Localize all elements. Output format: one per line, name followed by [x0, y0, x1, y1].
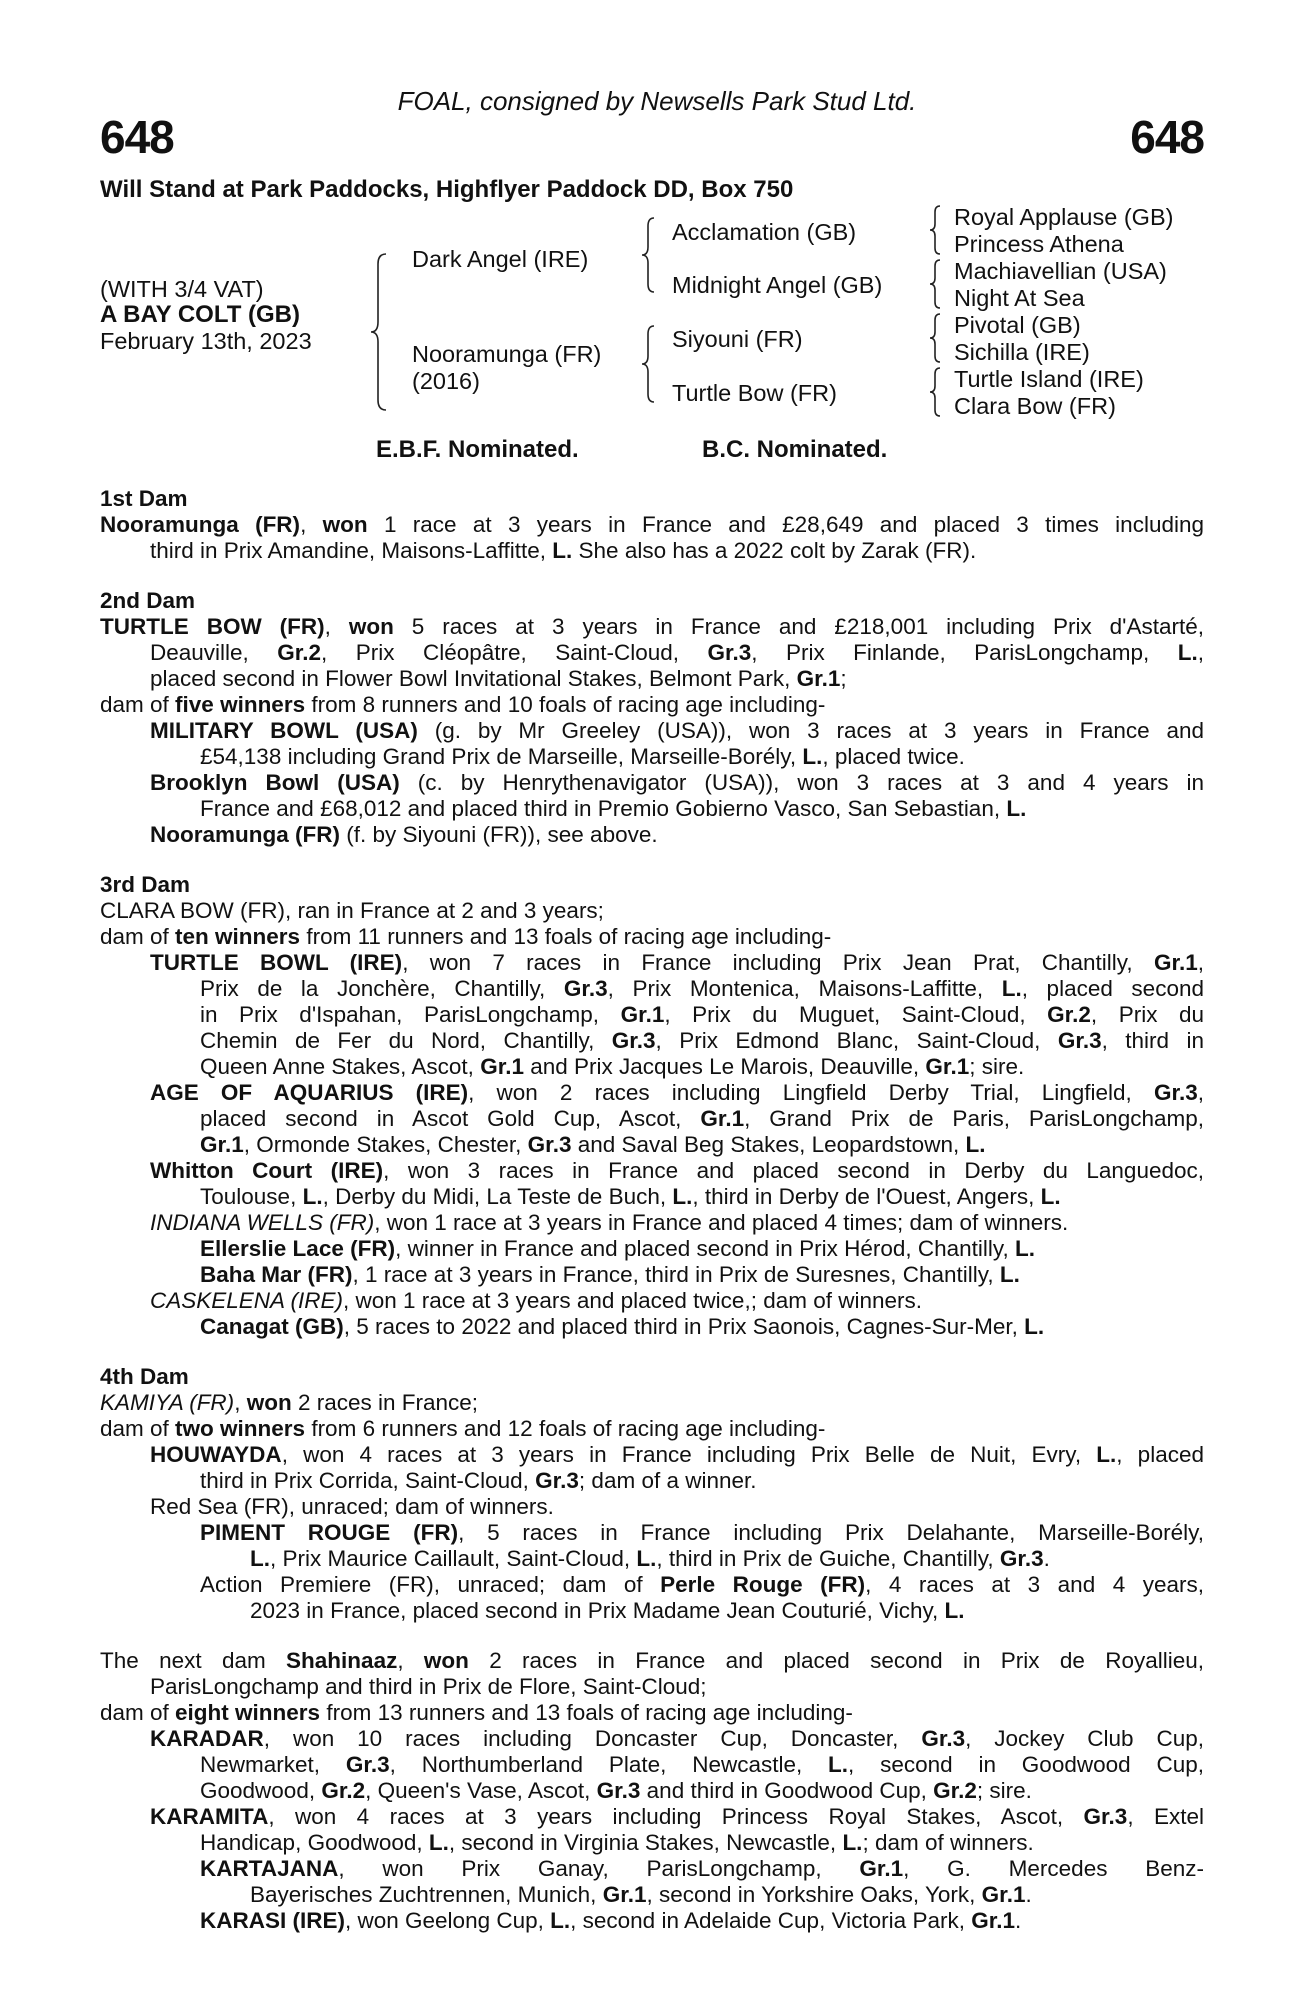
- text-line: placed second in Flower Bowl Invitational Stakes, Belmont Park, Gr.1;: [150, 666, 847, 691]
- text-line: Nooramunga (FR) (f. by Siyouni (FR)), see above.: [150, 822, 658, 847]
- grandparent-5: Pivotal (GB): [954, 312, 1081, 338]
- text-line: third in Prix Corrida, Saint-Cloud, Gr.3; dam of a winner.: [200, 1468, 757, 1493]
- heading-4th-dam: 4th Dam: [100, 1364, 189, 1389]
- brace-g2: [928, 258, 944, 310]
- text-line: Deauville, Gr.2, Prix Cléopâtre, Saint-Cloud, Gr.3, Prix Finlande, ParisLongchamp, L.,: [150, 640, 1204, 665]
- brace-g1: [928, 204, 944, 256]
- stand-location: Will Stand at Park Paddocks, Highflyer Paddock DD, Box 750: [100, 176, 794, 203]
- text-line: Bayerisches Zuchtrennen, Munich, Gr.1, second in Yorkshire Oaks, York, Gr.1.: [250, 1882, 1032, 1907]
- brace-g3: [928, 312, 944, 364]
- text-line: TURTLE BOW (FR), won 5 races at 3 years in France and £218,001 including Prix d'Astarté,: [100, 614, 1204, 639]
- grandparent-2: Princess Athena: [954, 231, 1124, 257]
- text-line: CLARA BOW (FR), ran in France at 2 and 3 years;: [100, 898, 604, 923]
- text-line: Goodwood, Gr.2, Queen's Vase, Ascot, Gr.3 and third in Goodwood Cup, Gr.2; sire.: [200, 1778, 1032, 1803]
- ebf-nominated: E.B.F. Nominated.: [376, 436, 579, 463]
- dam: Nooramunga (FR): [412, 341, 602, 367]
- text-line: Brooklyn Bowl (USA) (c. by Henrythenavigator (USA)), won 3 races at 3 and 4 years in: [150, 770, 1204, 795]
- text-line: Whitton Court (IRE), won 3 races in France and placed second in Derby du Languedoc,: [150, 1158, 1204, 1183]
- text-line: Handicap, Goodwood, L., second in Virginia Stakes, Newcastle, L.; dam of winners.: [200, 1830, 1034, 1855]
- text-line: HOUWAYDA, won 4 races at 3 years in France including Prix Belle de Nuit, Evry, L., placed: [150, 1442, 1204, 1467]
- grandparent-6: Sichilla (IRE): [954, 339, 1090, 365]
- sire-sire: Acclamation (GB): [672, 219, 857, 245]
- text-line: Baha Mar (FR), 1 race at 3 years in France, third in Prix de Suresnes, Chantilly, L.: [200, 1262, 1020, 1287]
- text-line: KARAMITA, won 4 races at 3 years including Princess Royal Stakes, Ascot, Gr.3, Extel: [150, 1804, 1204, 1829]
- text-line: The next dam Shahinaaz, won 2 races in France and placed second in Prix de Royallieu,: [100, 1648, 1204, 1673]
- brace-dam: [640, 324, 658, 404]
- text-line: MILITARY BOWL (USA) (g. by Mr Greeley (USA)), won 3 races at 3 years in France and: [150, 718, 1205, 743]
- text-line: third in Prix Amandine, Maisons-Laffitte, L. She also has a 2022 colt by Zarak (FR).: [150, 538, 977, 563]
- text-line: KARADAR, won 10 races including Doncaster Cup, Doncaster, Gr.3, Jockey Club Cup,: [150, 1726, 1204, 1751]
- vat-note: (WITH 3/4 VAT): [100, 276, 264, 302]
- text-line: Red Sea (FR), unraced; dam of winners.: [150, 1494, 554, 1519]
- lot-number-right: 648: [1130, 111, 1204, 163]
- text-line: Ellerslie Lace (FR), winner in France and placed second in Prix Hérod, Chantilly, L.: [200, 1236, 1035, 1261]
- bc-nominated: B.C. Nominated.: [702, 436, 888, 463]
- text-line: CASKELENA (IRE), won 1 race at 3 years and placed twice,; dam of winners.: [150, 1288, 923, 1313]
- text-line: dam of two winners from 6 runners and 12 foals of racing age including-: [100, 1416, 826, 1441]
- grandparent-1: Royal Applause (GB): [954, 204, 1174, 230]
- text-line: Chemin de Fer du Nord, Chantilly, Gr.3, Prix Edmond Blanc, Saint-Cloud, Gr.3, third in: [200, 1028, 1204, 1053]
- brace-main: [368, 252, 390, 412]
- sire-dam: Midnight Angel (GB): [672, 272, 883, 298]
- text-line: KARTAJANA, won Prix Ganay, ParisLongchamp, Gr.1, G. Mercedes Benz-: [200, 1856, 1204, 1881]
- dam-year: (2016): [412, 368, 480, 394]
- text-line: ParisLongchamp and third in Prix de Flore, Saint-Cloud;: [150, 1674, 707, 1699]
- text-line: Action Premiere (FR), unraced; dam of Perle Rouge (FR), 4 races at 3 and 4 years,: [200, 1572, 1204, 1597]
- text-line: TURTLE BOWL (IRE), won 7 races in France including Prix Jean Prat, Chantilly, Gr.1,: [150, 950, 1204, 975]
- text-line: INDIANA WELLS (FR), won 1 race at 3 years in France and placed 4 times; dam of winners.: [150, 1210, 1069, 1235]
- heading-2nd-dam: 2nd Dam: [100, 588, 196, 613]
- text-line: dam of eight winners from 13 runners and 13 foals of racing age including-: [100, 1700, 853, 1725]
- grandparent-7: Turtle Island (IRE): [954, 366, 1144, 392]
- dam-dam: Turtle Bow (FR): [672, 380, 837, 406]
- text-line: Gr.1, Ormonde Stakes, Chester, Gr.3 and Saval Beg Stakes, Leopardstown, L.: [200, 1132, 986, 1157]
- text-line: KAMIYA (FR), won 2 races in France;: [100, 1390, 479, 1415]
- grandparent-8: Clara Bow (FR): [954, 393, 1116, 419]
- subject-name: A BAY COLT (GB): [100, 301, 301, 328]
- text-line: dam of five winners from 8 runners and 10 foals of racing age including-: [100, 692, 826, 717]
- text-line: dam of ten winners from 11 runners and 13 foals of racing age including-: [100, 924, 832, 949]
- text-line: KARASI (IRE), won Geelong Cup, L., second in Adelaide Cup, Victoria Park, Gr.1.: [200, 1908, 1022, 1933]
- lot-number-left: 648: [100, 111, 174, 163]
- text-line: PIMENT ROUGE (FR), 5 races in France including Prix Delahante, Marseille-Borély,: [200, 1520, 1204, 1545]
- brace-g4: [928, 366, 944, 418]
- sire: Dark Angel (IRE): [412, 246, 589, 272]
- text-line: in Prix d'Ispahan, ParisLongchamp, Gr.1, Prix du Muguet, Saint-Cloud, Gr.2, Prix du: [200, 1002, 1204, 1027]
- foaling-date: February 13th, 2023: [100, 328, 312, 354]
- text-line: placed second in Ascot Gold Cup, Ascot, Gr.1, Grand Prix de Paris, ParisLongchamp,: [200, 1106, 1204, 1131]
- text-line: Prix de la Jonchère, Chantilly, Gr.3, Prix Montenica, Maisons-Laffitte, L., placed second: [200, 976, 1204, 1001]
- text-line: Queen Anne Stakes, Ascot, Gr.1 and Prix Jacques Le Marois, Deauville, Gr.1; sire.: [200, 1054, 1025, 1079]
- grandparent-4: Night At Sea: [954, 285, 1085, 311]
- heading-3rd-dam: 3rd Dam: [100, 872, 191, 897]
- text-line: £54,138 including Grand Prix de Marseille, Marseille-Borély, L., placed twice.: [200, 744, 965, 769]
- text-line: Canagat (GB), 5 races to 2022 and placed third in Prix Saonois, Cagnes-Sur-Mer, L.: [200, 1314, 1045, 1339]
- text-line: L., Prix Maurice Caillault, Saint-Cloud, L., third in Prix de Guiche, Chantilly, Gr.3.: [250, 1546, 1050, 1571]
- grandparent-3: Machiavellian (USA): [954, 258, 1167, 284]
- text-line: 2023 in France, placed second in Prix Madame Jean Couturié, Vichy, L.: [250, 1598, 965, 1623]
- text-line: Nooramunga (FR), won 1 race at 3 years in France and £28,649 and placed 3 times including: [100, 512, 1204, 537]
- heading-1st-dam: 1st Dam: [100, 486, 188, 511]
- text-line: France and £68,012 and placed third in Premio Gobierno Vasco, San Sebastian, L.: [200, 796, 1027, 821]
- text-line: Toulouse, L., Derby du Midi, La Teste de Buch, L., third in Derby de l'Ouest, Angers, L.: [200, 1184, 1061, 1209]
- dam-sire: Siyouni (FR): [672, 326, 803, 352]
- text-line: AGE OF AQUARIUS (IRE), won 2 races including Lingfield Derby Trial, Lingfield, Gr.3,: [150, 1080, 1204, 1105]
- brace-sire: [640, 216, 658, 294]
- consignor-line: FOAL, consigned by Newsells Park Stud Ltd.: [397, 86, 917, 116]
- text-line: Newmarket, Gr.3, Northumberland Plate, Newcastle, L., second in Goodwood Cup,: [200, 1752, 1204, 1777]
